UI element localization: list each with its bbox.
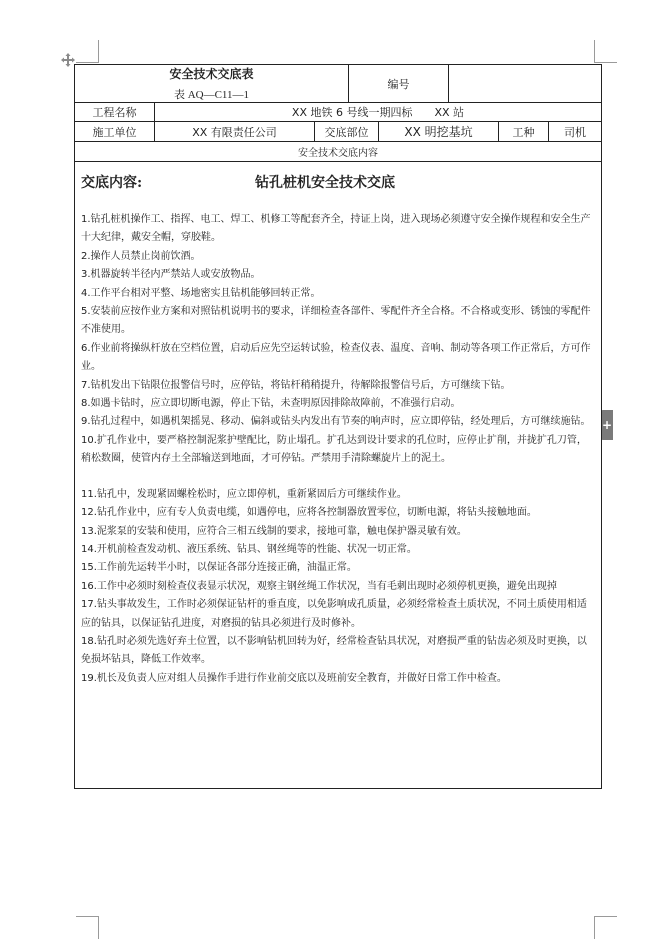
crop-mark-bottom-right xyxy=(594,916,617,939)
trade-value: 司机 xyxy=(564,125,586,139)
part-label: 交底部位 xyxy=(324,125,369,139)
trade-label-cell xyxy=(499,122,549,141)
list-item: 7.钻机发出下钻限位报警信号时，应停钻，将钻杆稍稍提升，待解除报警信号后，方可继续下钻。 xyxy=(81,379,511,391)
project-label-cell xyxy=(75,103,155,121)
section-row xyxy=(75,142,601,162)
list-item: 12.钻孔作业中，应有专人负责电缆，如遇停电，应将各控制器放置零位，切断电源，将钻头接触地面。 xyxy=(81,507,537,519)
list-item: 8.如遇卡钻时，应立即切断电源，停止下钻，未查明原因排除故障前，不准强行启动。 xyxy=(81,398,461,410)
list-item: 9.钻孔过程中，如遇机架摇晃、移动、偏斜或钻头内发出有节奏的响声时，应立即停钻，经处理后，方可继续施钻。 xyxy=(81,416,591,428)
number-label-cell xyxy=(349,65,449,102)
list-item: 2.操作人员禁止岗前饮酒。 xyxy=(81,250,201,262)
trade-value-cell[interactable] xyxy=(549,122,601,141)
unit-value: XX 有限责任公司 xyxy=(192,125,277,139)
list-item: 13.泥浆泵的安装和使用，应符合三相五线制的要求，接地可靠，触电保护器灵敏有效。 xyxy=(81,525,467,537)
project-value-cell[interactable] xyxy=(155,103,601,121)
trade-label: 工种 xyxy=(512,125,535,139)
unit-value-cell[interactable] xyxy=(155,122,315,141)
list-item: 17.钻头事故发生，工作时必须保证钻杆的垂直度，以免影响成孔质量，必须经常检查土质状况，不同土质使用相适应的钻具，以保证钻孔进度，对磨损的钻具必须进行及时修补。 xyxy=(81,599,587,629)
list-item: 15.工作前先运转半小时，以保证各部分连接正确，油温正常。 xyxy=(81,562,357,574)
unit-label-cell xyxy=(75,122,155,141)
content-title: 钻孔桩机安全技术交底 xyxy=(255,175,395,191)
form-title-cell xyxy=(75,65,349,102)
list-item: 4.工作平台相对平整、场地密实且钻机能够回转正常。 xyxy=(81,287,321,299)
unit-row xyxy=(75,122,601,142)
side-add-tab-icon[interactable]: + xyxy=(601,410,613,440)
list-item: 18.钻孔时必须先选好弃土位置，以不影响钻机回转为好，经常检查钻具状况，对磨损严重的钻齿必须及时更换，以免损坏钻具，降低工作效率。 xyxy=(81,635,587,666)
items-group-a xyxy=(81,211,595,469)
number-label: 编号 xyxy=(387,77,410,91)
crop-mark-top-left xyxy=(76,40,99,63)
project-value: XX 地铁 6 号线一期四标 XX 站 xyxy=(291,106,465,119)
list-item: 5.安装前应按作业方案和对照钻机说明书的要求，详细检查各部件、零配件齐全合格。不合格或变形、锈蚀的零配件不准使用。 xyxy=(81,306,591,336)
items-group-b xyxy=(81,486,595,688)
list-item: 19.机长及负责人应对组人员操作手进行作业前交底以及班前安全教育，并做好日常工作中检查。 xyxy=(81,672,507,684)
crop-mark-bottom-left xyxy=(76,916,99,939)
list-item: 11.钻孔中，发现紧固螺栓松时，应立即停机，重新紧固后方可继续作业。 xyxy=(81,488,407,500)
list-item: 1.钻孔桩机操作工、指挥、电工、焊工、机修工等配套齐全，持证上岗，进入现场必须遵守安全操作规程和安全生产十大纪律，戴安全帽，穿胶鞋。 xyxy=(81,214,591,244)
number-value-cell[interactable] xyxy=(449,65,601,102)
content-area[interactable] xyxy=(75,162,601,788)
part-value: XX 明挖基坑 xyxy=(404,125,473,139)
form-code: 表 AQ—C11—1 xyxy=(173,89,250,101)
unit-label: 施工单位 xyxy=(92,125,137,139)
list-item: 10.扩孔作业中，要严格控制泥浆护壁配比，防止塌孔。扩孔达到设计要求的孔位时，应停止扩削，并拢扩孔刀管，稍松数圈，使管内存土全部输送到地面，才可停钻。严禁用手清除螺旋片上的泥土。 xyxy=(81,434,587,465)
list-item: 3.机器旋转半径内严禁站人或安放物品。 xyxy=(81,269,261,281)
content-label: 交底内容: xyxy=(81,175,143,191)
part-label-cell xyxy=(315,122,379,141)
section-label-cell xyxy=(75,142,601,161)
crop-mark-top-right xyxy=(594,40,617,63)
header-row xyxy=(75,65,601,103)
paragraph-gap xyxy=(81,469,595,486)
list-item: 16.工作中必须时刻检查仪表显示状况，观察主钢丝绳工作状况，当有毛刺出现时必须停机更换，避免出现掉 xyxy=(81,580,557,592)
section-label: 安全技术交底内容 xyxy=(298,148,378,159)
project-label: 工程名称 xyxy=(92,106,137,119)
safety-disclosure-form xyxy=(74,64,602,789)
project-row xyxy=(75,103,601,122)
list-item: 14.开机前检查发动机、液压系统、钻具、钢丝绳等的性能、状况一切正常。 xyxy=(81,543,417,555)
part-value-cell[interactable] xyxy=(379,122,499,141)
list-item: 6.作业前将操纵杆放在空档位置，启动后应先空运转试验，检查仪表、温度、音响、制动等各项工作正常后，方可作业。 xyxy=(81,342,591,373)
form-title: 安全技术交底表 xyxy=(169,67,254,81)
content-items xyxy=(81,211,595,688)
